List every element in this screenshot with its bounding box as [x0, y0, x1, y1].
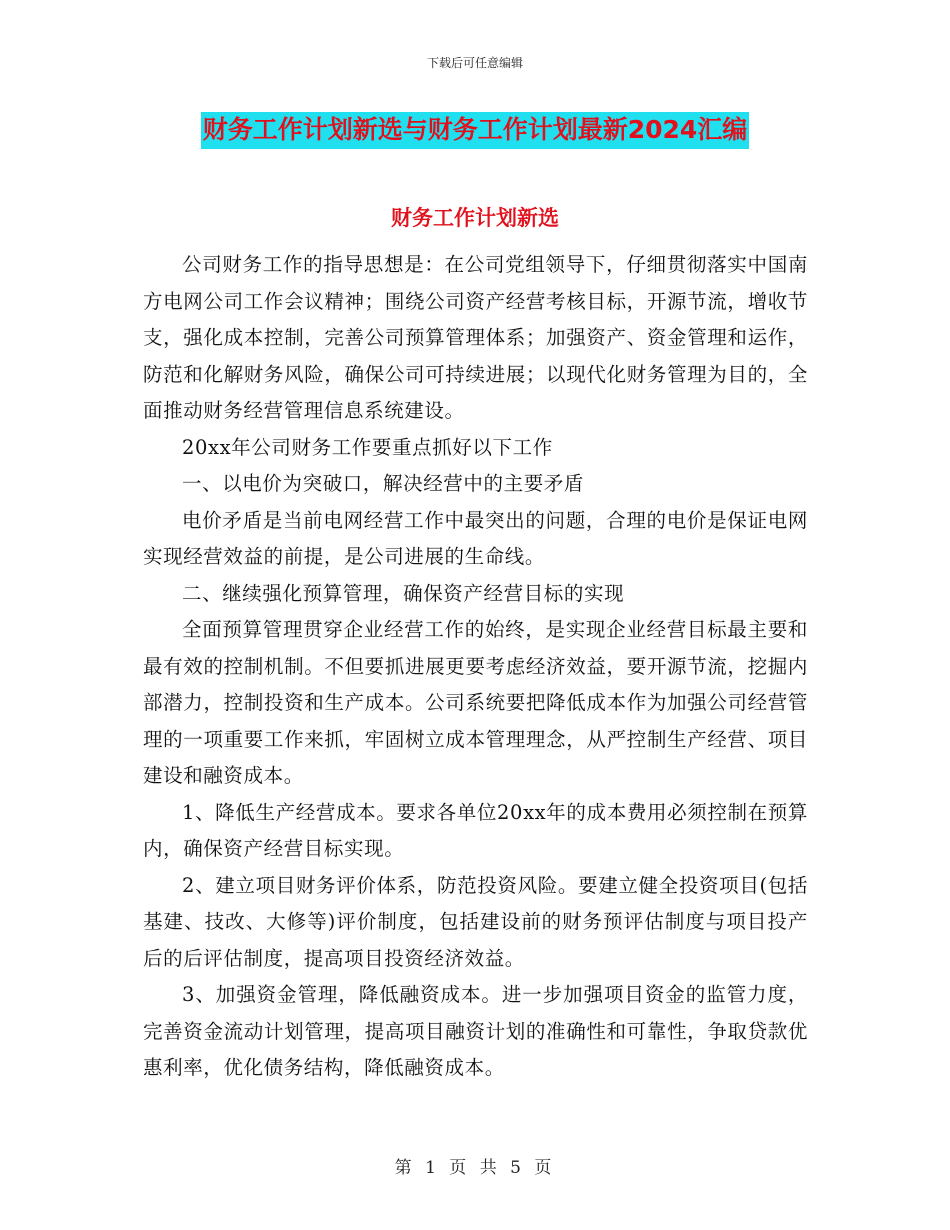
header-note: 下载后可任意编辑: [426, 56, 523, 70]
paragraph: 20xx年公司财务工作要重点抓好以下工作: [182, 435, 553, 459]
paragraph: 二、继续强化预算管理，确保资产经营目标的实现: [182, 581, 625, 605]
paragraph: 电价矛盾是当前电网经营工作中最突出的问题，合理的电价是保证电网实现经营效益的前提，是公司进展的生命线。: [143, 508, 808, 568]
main-title-wrap: [0, 112, 950, 149]
page-number-footer: 第 1 页 共 5 页: [394, 1158, 556, 1178]
section-title: 财务工作计划新选: [391, 206, 559, 230]
paragraph: 3、加强资金管理，降低融资成本。进一步加强项目资金的监管力度，完善资金流动计划管理，提高项目融资计划的准确性和可靠性，争取贷款优惠利率，优化债务结构，降低融资成本。: [143, 983, 808, 1079]
paragraph: 全面预算管理贯穿企业经营工作的始终，是实现企业经营目标最主要和最有效的控制机制。不但要抓进展更要考虑经济效益，要开源节流，挖掘内部潜力，控制投资和生产成本。公司系统要把降低成本作为加强公司经营管理的一项重要工作来抓，牢固树立成本管理理念，从严控制生产经营、项目建设和融资成本。: [143, 618, 808, 787]
paragraph: 一、以电价为突破口，解决经营中的主要矛盾: [182, 472, 585, 495]
paragraph: 公司财务工作的指导思想是：在公司党组领导下，仔细贯彻落实中国南方电网公司工作会议精神；围绕公司资产经营考核目标，开源节流，增收节支，强化成本控制，完善公司预算管理体系；加强资产、资金管理和运作，防范和化解财务风险，确保公司可持续进展；以现代化财务管理为目的，全面推动财务经营管理信息系统建设。: [143, 253, 808, 422]
main-title: 财务工作计划新选与财务工作计划最新2024汇编: [201, 112, 750, 149]
body-text: [143, 247, 808, 1087]
paragraph: 1、降低生产经营成本。要求各单位20xx年的成本费用必须控制在预算内，确保资产经营目标实现。: [143, 800, 808, 860]
paragraph: 2、建立项目财务评价体系，防范投资风险。要建立健全投资项目(包括基建、技改、大修等)评价制度，包括建设前的财务预评估制度与项目投产后的后评估制度，提高项目投资经济效益。: [143, 873, 808, 970]
